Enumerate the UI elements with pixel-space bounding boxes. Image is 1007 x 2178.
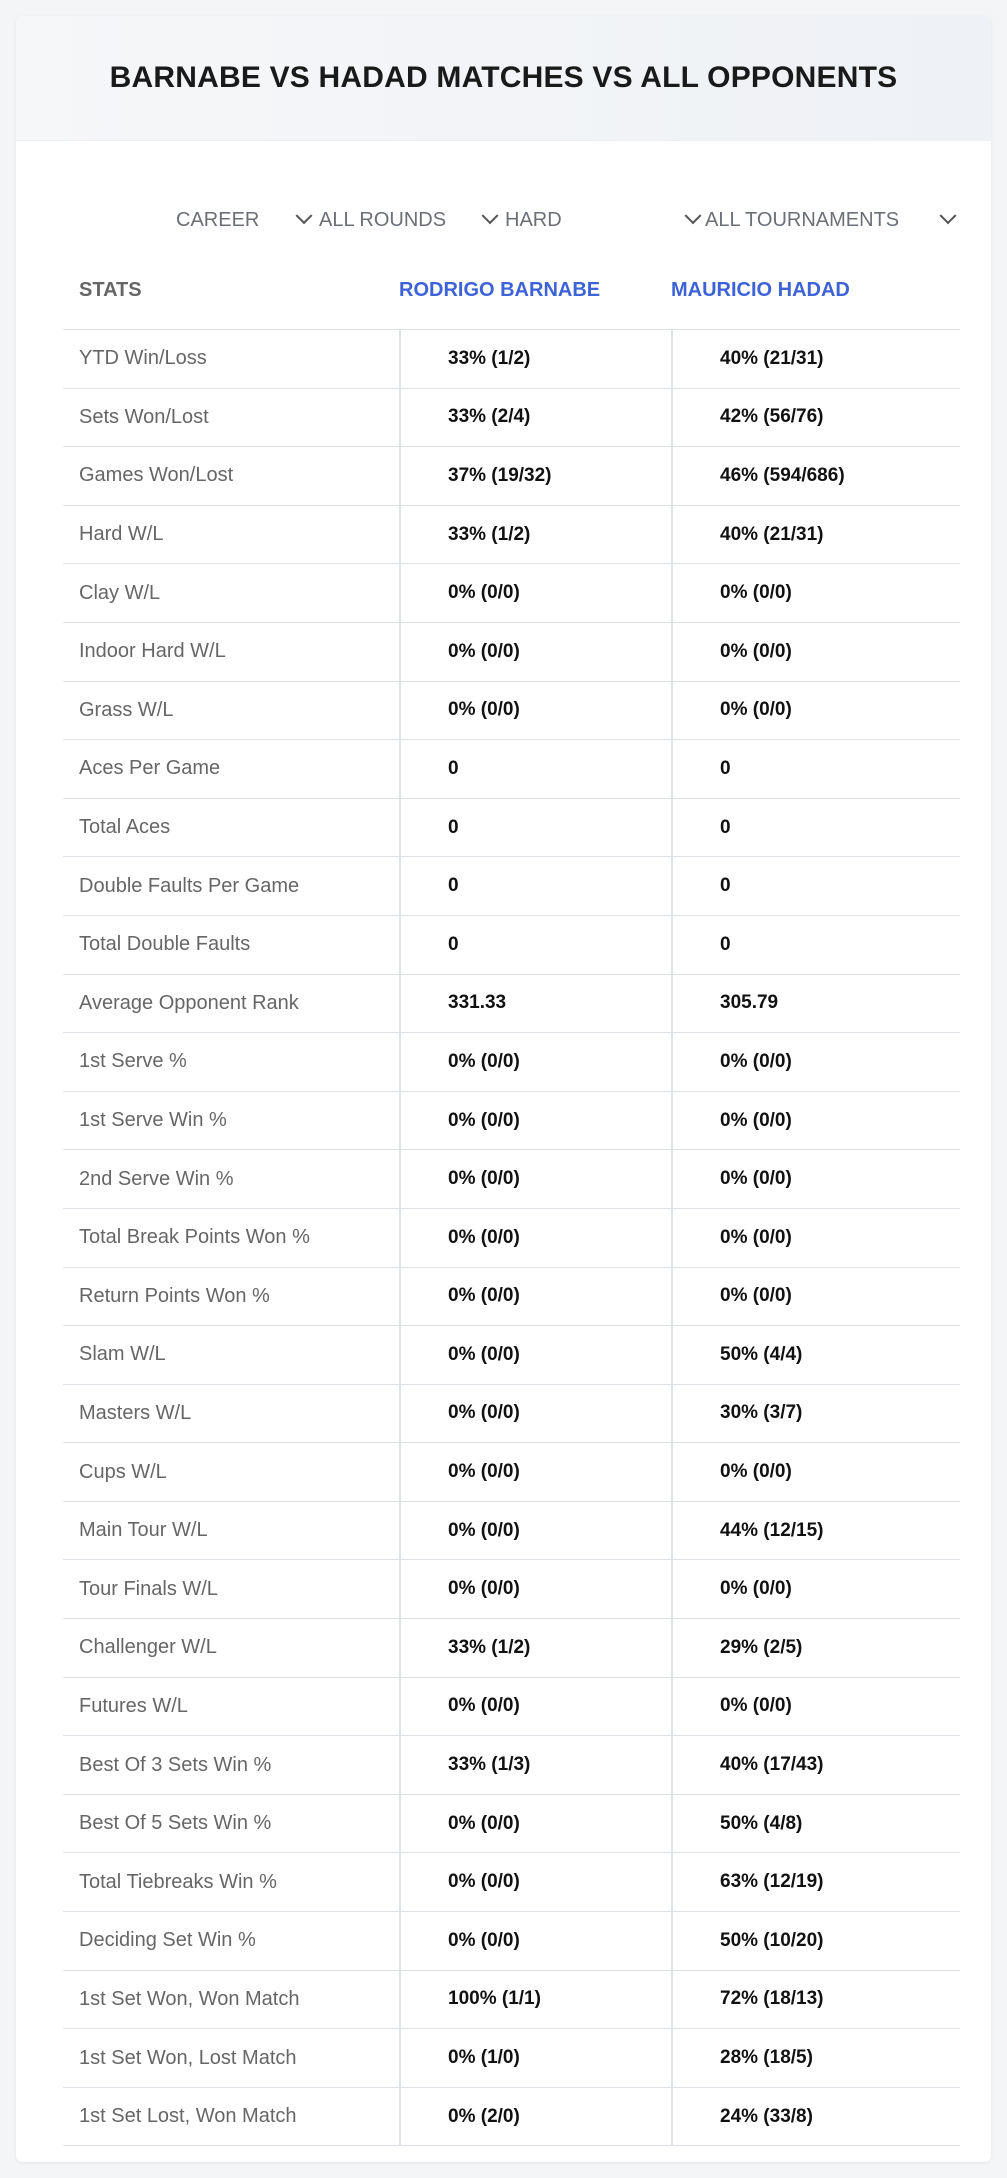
player1-value: 0% (0/0) — [399, 1033, 671, 1091]
table-header — [63, 252, 960, 330]
table-row — [63, 1209, 960, 1268]
rounds-select[interactable] — [319, 190, 502, 250]
table-row — [63, 1619, 960, 1678]
stat-label: Best Of 3 Sets Win % — [79, 1753, 272, 1776]
chevron-down-icon — [482, 207, 499, 224]
player1-value: 0% (0/0) — [399, 1853, 671, 1911]
table-row — [63, 857, 960, 916]
player1-value: 0% (1/0) — [399, 2029, 671, 2087]
player2-value: 0% (0/0) — [671, 1678, 960, 1736]
period-select[interactable] — [176, 190, 316, 250]
table-row — [63, 1560, 960, 1619]
table-row — [63, 2029, 960, 2088]
player1-value: 0% (0/0) — [399, 1443, 671, 1501]
chevron-down-icon — [685, 207, 702, 224]
stat-label: Indoor Hard W/L — [79, 640, 226, 663]
stat-label: Clay W/L — [79, 581, 161, 604]
rounds-select-value: ALL ROUNDS — [319, 208, 447, 231]
table-row — [63, 1385, 960, 1444]
table-row — [63, 1443, 960, 1502]
stat-label: Cups W/L — [79, 1460, 167, 1483]
table-row — [63, 330, 960, 389]
table-row — [63, 1853, 960, 1912]
table-row — [63, 682, 960, 741]
stat-label: Hard W/L — [79, 523, 164, 546]
player2-value: 0% (0/0) — [671, 564, 960, 622]
player2-value: 44% (12/15) — [671, 1502, 960, 1560]
player1-link[interactable]: RODRIGO BARNABE — [399, 279, 601, 301]
stat-label: Deciding Set Win % — [79, 1929, 256, 1952]
stat-label: Masters W/L — [79, 1401, 192, 1424]
stats-table — [63, 252, 960, 2146]
stats-card — [16, 16, 991, 2162]
table-row — [63, 623, 960, 682]
stat-label: 1st Set Won, Lost Match — [79, 2046, 297, 2069]
stat-label: Challenger W/L — [79, 1636, 217, 1659]
table-row — [63, 506, 960, 565]
table-row — [63, 740, 960, 799]
stats-column-header: STATS — [79, 279, 142, 301]
table-row — [63, 2088, 960, 2147]
player2-value: 40% (21/31) — [671, 506, 960, 564]
player1-value: 0% (0/0) — [399, 1092, 671, 1150]
chevron-down-icon — [940, 207, 957, 224]
player2-value: 305.79 — [671, 975, 960, 1033]
stat-label: Return Points Won % — [79, 1284, 270, 1307]
player1-value: 33% (1/2) — [399, 330, 671, 388]
table-row — [63, 1033, 960, 1092]
stat-label: Average Opponent Rank — [79, 991, 299, 1014]
filter-bar — [16, 190, 991, 250]
stat-label: Aces Per Game — [79, 757, 221, 780]
stat-label: Total Tiebreaks Win % — [79, 1870, 277, 1893]
chevron-down-icon — [296, 207, 313, 224]
player1-value: 0% (2/0) — [399, 2088, 671, 2146]
player2-value: 50% (4/8) — [671, 1795, 960, 1853]
player1-value: 0% (0/0) — [399, 1150, 671, 1208]
table-row — [63, 1268, 960, 1327]
player1-value: 0 — [399, 916, 671, 974]
player2-value: 40% (17/43) — [671, 1736, 960, 1794]
player1-value: 0% (0/0) — [399, 1326, 671, 1384]
player2-value: 0 — [671, 799, 960, 857]
surface-select[interactable] — [505, 190, 705, 250]
player2-value: 63% (12/19) — [671, 1853, 960, 1911]
player2-value: 0% (0/0) — [671, 1033, 960, 1091]
stat-label: Double Faults Per Game — [79, 874, 300, 897]
table-row — [63, 1912, 960, 1971]
player2-value: 0% (0/0) — [671, 1092, 960, 1150]
player1-value: 37% (19/32) — [399, 447, 671, 505]
player1-value: 33% (1/2) — [399, 1619, 671, 1677]
table-row — [63, 1736, 960, 1795]
stat-label: Games Won/Lost — [79, 464, 234, 487]
table-row — [63, 975, 960, 1034]
player2-value: 0% (0/0) — [671, 623, 960, 681]
player2-link[interactable]: MAURICIO HADAD — [671, 279, 850, 301]
stat-label: 1st Serve Win % — [79, 1109, 227, 1132]
stat-label: 1st Serve % — [79, 1050, 187, 1073]
player1-value: 0 — [399, 799, 671, 857]
table-row — [63, 916, 960, 975]
player2-value: 24% (33/8) — [671, 2088, 960, 2146]
player1-value: 100% (1/1) — [399, 1971, 671, 2029]
table-row — [63, 447, 960, 506]
player2-value: 0 — [671, 857, 960, 915]
player2-value: 0% (0/0) — [671, 1443, 960, 1501]
player1-value: 33% (1/3) — [399, 1736, 671, 1794]
player1-value: 0% (0/0) — [399, 1912, 671, 1970]
stat-label: 2nd Serve Win % — [79, 1167, 234, 1190]
stat-label: Main Tour W/L — [79, 1519, 208, 1542]
table-row — [63, 1092, 960, 1151]
player1-value: 33% (1/2) — [399, 506, 671, 564]
stat-label: YTD Win/Loss — [79, 347, 207, 370]
player1-value: 0% (0/0) — [399, 1268, 671, 1326]
table-row — [63, 1326, 960, 1385]
player2-value: 42% (56/76) — [671, 389, 960, 447]
player1-value: 0% (0/0) — [399, 682, 671, 740]
player1-value: 0% (0/0) — [399, 1385, 671, 1443]
table-row — [63, 799, 960, 858]
player1-value: 0% (0/0) — [399, 623, 671, 681]
player2-value: 29% (2/5) — [671, 1619, 960, 1677]
player2-value: 50% (10/20) — [671, 1912, 960, 1970]
stat-label: Best Of 5 Sets Win % — [79, 1812, 272, 1835]
stat-label: Total Double Faults — [79, 933, 251, 956]
table-row — [63, 1971, 960, 2030]
surface-select-value: HARD — [505, 208, 562, 231]
tournaments-select[interactable] — [705, 190, 960, 250]
player1-value: 0% (0/0) — [399, 1502, 671, 1560]
tournaments-select-value: ALL TOURNAMENTS — [705, 208, 900, 231]
player2-value: 0% (0/0) — [671, 682, 960, 740]
player1-value: 0% (0/0) — [399, 1560, 671, 1618]
player2-value: 0% (0/0) — [671, 1209, 960, 1267]
player2-value: 72% (18/13) — [671, 1971, 960, 2029]
table-row — [63, 1678, 960, 1737]
player2-value: 0% (0/0) — [671, 1150, 960, 1208]
stat-label: Total Aces — [79, 816, 171, 839]
stat-label: Grass W/L — [79, 698, 174, 721]
player1-value: 0 — [399, 740, 671, 798]
table-row — [63, 1150, 960, 1209]
player2-value: 50% (4/4) — [671, 1326, 960, 1384]
card-header — [16, 16, 991, 141]
player2-value: 0 — [671, 740, 960, 798]
player2-value: 30% (3/7) — [671, 1385, 960, 1443]
stat-label: Tour Finals W/L — [79, 1577, 218, 1600]
stat-label: 1st Set Lost, Won Match — [79, 2105, 297, 2128]
player1-value: 0% (0/0) — [399, 1678, 671, 1736]
player2-value: 0% (0/0) — [671, 1268, 960, 1326]
stat-label: Total Break Points Won % — [79, 1226, 310, 1249]
period-select-value: CAREER — [176, 208, 260, 231]
stat-label: Slam W/L — [79, 1343, 166, 1366]
player2-value: 28% (18/5) — [671, 2029, 960, 2087]
player1-value: 0% (0/0) — [399, 564, 671, 622]
player1-value: 331.33 — [399, 975, 671, 1033]
table-body — [63, 330, 960, 2146]
player2-value: 46% (594/686) — [671, 447, 960, 505]
table-row — [63, 1502, 960, 1561]
player1-value: 33% (2/4) — [399, 389, 671, 447]
stat-label: Sets Won/Lost — [79, 405, 209, 428]
table-row — [63, 1795, 960, 1854]
player2-value: 0 — [671, 916, 960, 974]
table-row — [63, 389, 960, 448]
player2-value: 0% (0/0) — [671, 1560, 960, 1618]
player1-value: 0% (0/0) — [399, 1795, 671, 1853]
player1-value: 0 — [399, 857, 671, 915]
stat-label: Futures W/L — [79, 1694, 188, 1717]
table-row — [63, 564, 960, 623]
player2-value: 40% (21/31) — [671, 330, 960, 388]
page-title: BARNABE VS HADAD MATCHES VS ALL OPPONENTS — [109, 61, 898, 94]
player1-value: 0% (0/0) — [399, 1209, 671, 1267]
stat-label: 1st Set Won, Won Match — [79, 1987, 300, 2010]
